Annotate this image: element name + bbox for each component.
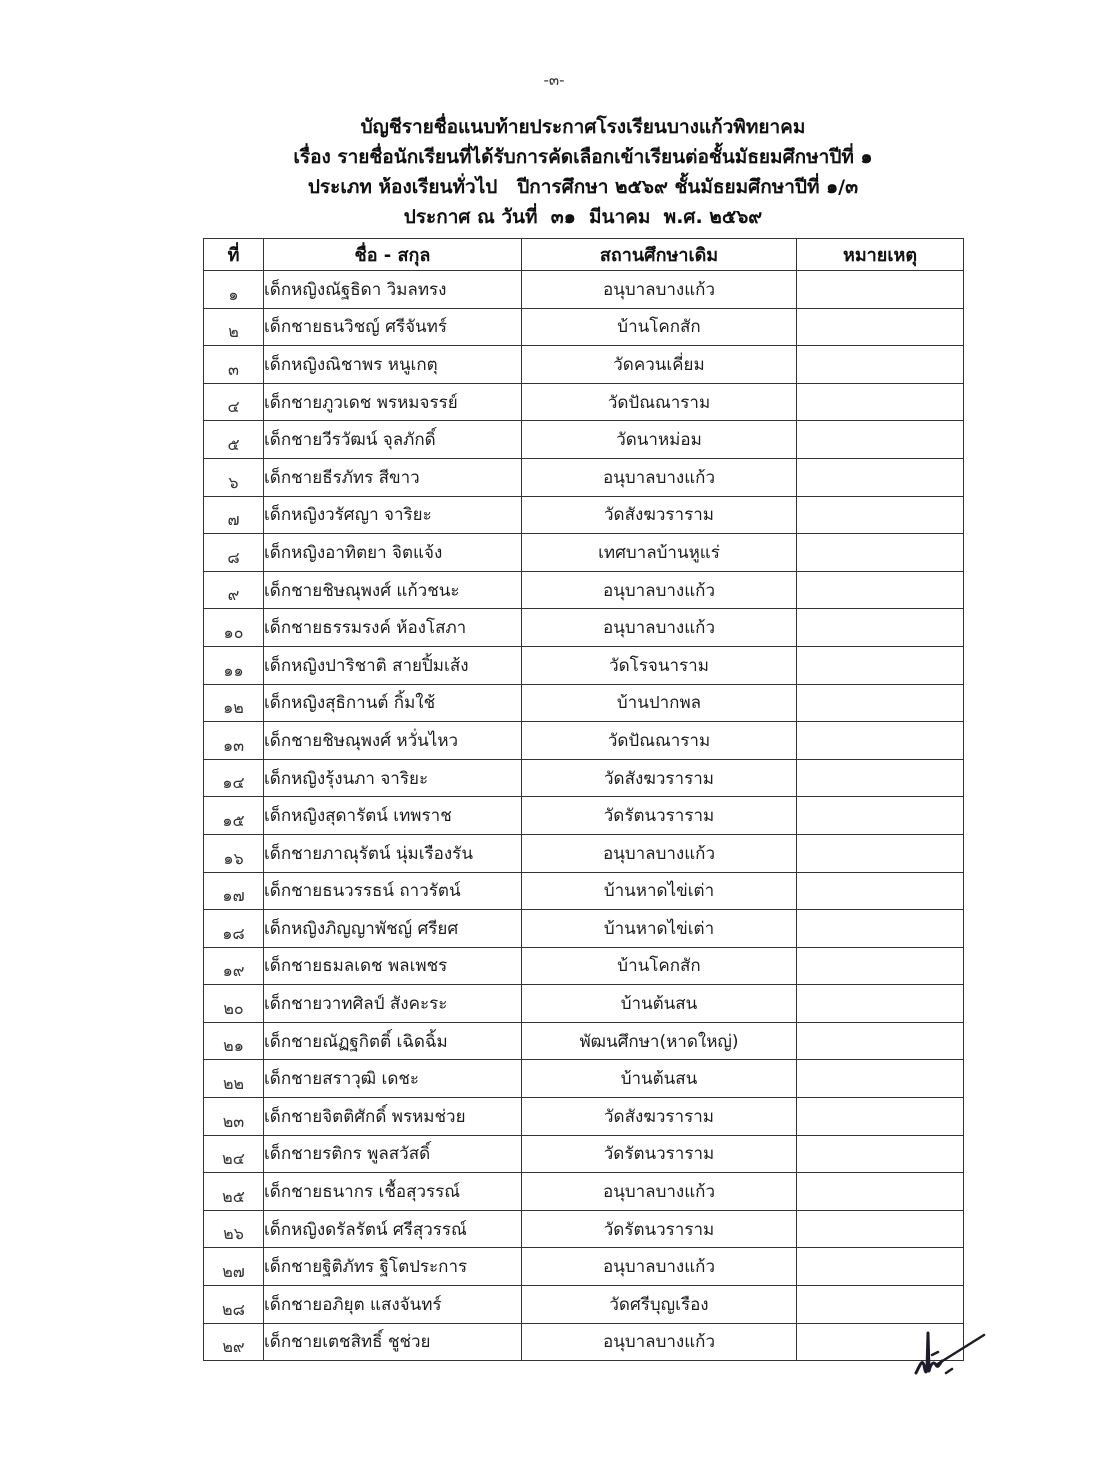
row-number: ๑๘	[204, 910, 264, 948]
previous-school: วัดสังฆวราราม	[522, 496, 797, 534]
student-name: เด็กชายสราวุฒิ เดชะ	[264, 1060, 522, 1098]
table-row	[204, 1173, 964, 1211]
table-row	[204, 609, 964, 647]
heading-date: ประกาศ ณ วันที่ ๓๑ มีนาคม พ.ศ. ๒๕๖๙	[403, 206, 763, 228]
row-number: ๒๗	[204, 1248, 264, 1286]
student-name: เด็กหญิงปาริชาติ สายปิ้มเส้ง	[264, 646, 522, 684]
previous-school: อนุบาลบางแก้ว	[522, 571, 797, 609]
previous-school: อนุบาลบางแก้ว	[522, 1248, 797, 1286]
table-row	[204, 947, 964, 985]
remark-cell	[797, 910, 964, 948]
table-row	[204, 458, 964, 496]
previous-school: วัดศรีบุญเรือง	[522, 1286, 797, 1324]
student-name: เด็กชายภูวเดช พรหมจรรย์	[264, 383, 522, 421]
table-row	[204, 684, 964, 722]
previous-school: วัดรัตนวราราม	[522, 1210, 797, 1248]
previous-school: บ้านโคกสัก	[522, 308, 797, 346]
student-name: เด็กชายณัฏฐกิตติ์ เฉิดฉิ้ม	[264, 1022, 522, 1060]
table-row	[204, 421, 964, 459]
heading-category: ประเภท ห้องเรียนทั่วไป ปีการศึกษา ๒๕๖๙ ชั้นมัธยมศึกษาปีที่ ๑/๓	[307, 176, 859, 198]
student-name: เด็กหญิงรุ้งนภา จาริยะ	[264, 759, 522, 797]
row-number: ๑	[204, 271, 264, 309]
row-number: ๒	[204, 308, 264, 346]
remark-cell	[797, 684, 964, 722]
remark-cell	[797, 1135, 964, 1173]
remark-cell	[797, 609, 964, 647]
table-row	[204, 383, 964, 421]
row-number: ๗	[204, 496, 264, 534]
remark-cell	[797, 1098, 964, 1136]
row-number: ๑๐	[204, 609, 264, 647]
table-row	[204, 1323, 964, 1361]
row-number: ๒๒	[204, 1060, 264, 1098]
previous-school: วัดรัตนวราราม	[522, 1135, 797, 1173]
remark-cell	[797, 1173, 964, 1211]
previous-school: อนุบาลบางแก้ว	[522, 458, 797, 496]
remark-cell	[797, 1210, 964, 1248]
previous-school: บ้านต้นสน	[522, 1060, 797, 1098]
student-name: เด็กชายชิษณุพงศ์ หวั่นไหว	[264, 722, 522, 760]
remark-cell	[797, 759, 964, 797]
row-number: ๒๖	[204, 1210, 264, 1248]
student-name: เด็กหญิงภิญญาพัชญ์ ศรียศ	[264, 910, 522, 948]
row-number: ๑๓	[204, 722, 264, 760]
remark-cell	[797, 1286, 964, 1324]
previous-school: วัดควนเคี่ยม	[522, 346, 797, 384]
table-row	[204, 797, 964, 835]
table-row	[204, 1060, 964, 1098]
header-remark: หมายเหตุ	[797, 239, 964, 271]
previous-school: เทศบาลบ้านหูแร่	[522, 534, 797, 572]
remark-cell	[797, 985, 964, 1023]
previous-school: วัดโรจนาราม	[522, 646, 797, 684]
student-name: เด็กชายชิษณุพงศ์ แก้วชนะ	[264, 571, 522, 609]
remark-cell	[797, 421, 964, 459]
row-number: ๑๙	[204, 947, 264, 985]
remark-cell	[797, 646, 964, 684]
table-row	[204, 496, 964, 534]
table-row	[204, 646, 964, 684]
student-name: เด็กชายธนากร เชื้อสุวรรณ์	[264, 1173, 522, 1211]
remark-cell	[797, 458, 964, 496]
handwritten-signature-icon	[912, 1325, 992, 1385]
previous-school: อนุบาลบางแก้ว	[522, 271, 797, 309]
student-roster-table	[203, 238, 964, 1361]
previous-school: วัดสังฆวราราม	[522, 1098, 797, 1136]
header-name: ชื่อ - สกุล	[264, 239, 522, 271]
previous-school: บ้านปากพล	[522, 684, 797, 722]
remark-cell	[797, 346, 964, 384]
table-row	[204, 910, 964, 948]
student-name: เด็กชายวีรวัฒน์ จุลภักดิ์	[264, 421, 522, 459]
table-row	[204, 759, 964, 797]
remark-cell	[797, 271, 964, 309]
remark-cell	[797, 534, 964, 572]
remark-cell	[797, 834, 964, 872]
table-row	[204, 571, 964, 609]
student-name: เด็กชายธมลเดช พลเพชร	[264, 947, 522, 985]
previous-school: วัดสังฆวราราม	[522, 759, 797, 797]
previous-school: อนุบาลบางแก้ว	[522, 834, 797, 872]
previous-school: วัดปัณณาราม	[522, 722, 797, 760]
student-name: เด็กชายธรรมรงค์ ห้องโสภา	[264, 609, 522, 647]
student-name: เด็กชายธนวรรธน์ ถาวรัตน์	[264, 872, 522, 910]
table-row	[204, 1022, 964, 1060]
previous-school: บ้านต้นสน	[522, 985, 797, 1023]
previous-school: บ้านหาดไข่เต่า	[522, 872, 797, 910]
row-number: ๒๕	[204, 1173, 264, 1211]
previous-school: วัดรัตนวราราม	[522, 797, 797, 835]
page-number: -๓-	[543, 71, 565, 89]
heading-title: บัญชีรายชื่อแนบท้ายประกาศโรงเรียนบางแก้วพิทยาคม	[360, 116, 806, 138]
student-name: เด็กชายเตชสิทธิ์ ชูช่วย	[264, 1323, 522, 1361]
row-number: ๑๕	[204, 797, 264, 835]
student-name: เด็กชายฐิติภัทร ฐิโตประการ	[264, 1248, 522, 1286]
student-name: เด็กหญิงสุธิกานต์ กิ้มใช้	[264, 684, 522, 722]
student-name: เด็กหญิงดรัลรัตน์ ศรีสุวรรณ์	[264, 1210, 522, 1248]
header-school: สถานศึกษาเดิม	[522, 239, 797, 271]
previous-school: อนุบาลบางแก้ว	[522, 1323, 797, 1361]
student-name: เด็กชายภาณุรัตน์ นุ่มเรืองรัน	[264, 834, 522, 872]
row-number: ๒๑	[204, 1022, 264, 1060]
table-row	[204, 872, 964, 910]
remark-cell	[797, 383, 964, 421]
row-number: ๒๓	[204, 1098, 264, 1136]
previous-school: บ้านหาดไข่เต่า	[522, 910, 797, 948]
previous-school: พัฒนศึกษา(หาดใหญ่)	[522, 1022, 797, 1060]
student-name: เด็กชายจิตติศักดิ์ พรหมช่วย	[264, 1098, 522, 1136]
row-number: ๒๐	[204, 985, 264, 1023]
row-number: ๔	[204, 383, 264, 421]
table-row	[204, 1135, 964, 1173]
header-no: ที่	[204, 239, 264, 271]
table-row	[204, 1210, 964, 1248]
row-number: ๓	[204, 346, 264, 384]
student-name: เด็กชายธีรภัทร สีขาว	[264, 458, 522, 496]
table-row	[204, 271, 964, 309]
remark-cell	[797, 496, 964, 534]
row-number: ๙	[204, 571, 264, 609]
table-row	[204, 834, 964, 872]
student-name: เด็กหญิงสุดารัตน์ เทพราช	[264, 797, 522, 835]
table-row	[204, 1098, 964, 1136]
student-name: เด็กหญิงณิชาพร หนูเกตุ	[264, 346, 522, 384]
remark-cell	[797, 722, 964, 760]
remark-cell	[797, 571, 964, 609]
previous-school: อนุบาลบางแก้ว	[522, 609, 797, 647]
row-number: ๖	[204, 458, 264, 496]
table-row	[204, 722, 964, 760]
row-number: ๑๑	[204, 646, 264, 684]
row-number: ๑๗	[204, 872, 264, 910]
table-row	[204, 985, 964, 1023]
row-number: ๒๘	[204, 1286, 264, 1324]
remark-cell	[797, 308, 964, 346]
table-row	[204, 346, 964, 384]
table-body	[204, 271, 964, 1361]
remark-cell	[797, 872, 964, 910]
student-name: เด็กชายรติกร พูลสวัสดิ์	[264, 1135, 522, 1173]
remark-cell	[797, 1022, 964, 1060]
previous-school: อนุบาลบางแก้ว	[522, 1173, 797, 1211]
student-name: เด็กชายวาทศิลป์ สังคะระ	[264, 985, 522, 1023]
row-number: ๒๔	[204, 1135, 264, 1173]
row-number: ๕	[204, 421, 264, 459]
previous-school: วัดนาหม่อม	[522, 421, 797, 459]
table-row	[204, 534, 964, 572]
table-row	[204, 1248, 964, 1286]
table-row	[204, 1286, 964, 1324]
remark-cell	[797, 797, 964, 835]
row-number: ๘	[204, 534, 264, 572]
remark-cell	[797, 1060, 964, 1098]
row-number: ๑๒	[204, 684, 264, 722]
student-name: เด็กหญิงอาทิตยา จิตแจ้ง	[264, 534, 522, 572]
student-name: เด็กหญิงวรัศญา จาริยะ	[264, 496, 522, 534]
previous-school: วัดปัณณาราม	[522, 383, 797, 421]
table-header-row	[204, 239, 964, 271]
previous-school: บ้านโคกสัก	[522, 947, 797, 985]
remark-cell	[797, 1248, 964, 1286]
remark-cell	[797, 947, 964, 985]
student-name: เด็กชายอภิยุต แสงจันทร์	[264, 1286, 522, 1324]
student-name: เด็กชายธนวิชญ์ ศรีจันทร์	[264, 308, 522, 346]
heading-subject: เรื่อง รายชื่อนักเรียนที่ได้รับการคัดเลือกเข้าเรียนต่อชั้นมัธยมศึกษาปีที่ ๑	[293, 146, 873, 168]
student-name: เด็กหญิงณัฐธิดา วิมลทรง	[264, 271, 522, 309]
row-number: ๑๔	[204, 759, 264, 797]
document-heading	[0, 112, 1108, 232]
row-number: ๑๖	[204, 834, 264, 872]
table-row	[204, 308, 964, 346]
row-number: ๒๙	[204, 1323, 264, 1361]
